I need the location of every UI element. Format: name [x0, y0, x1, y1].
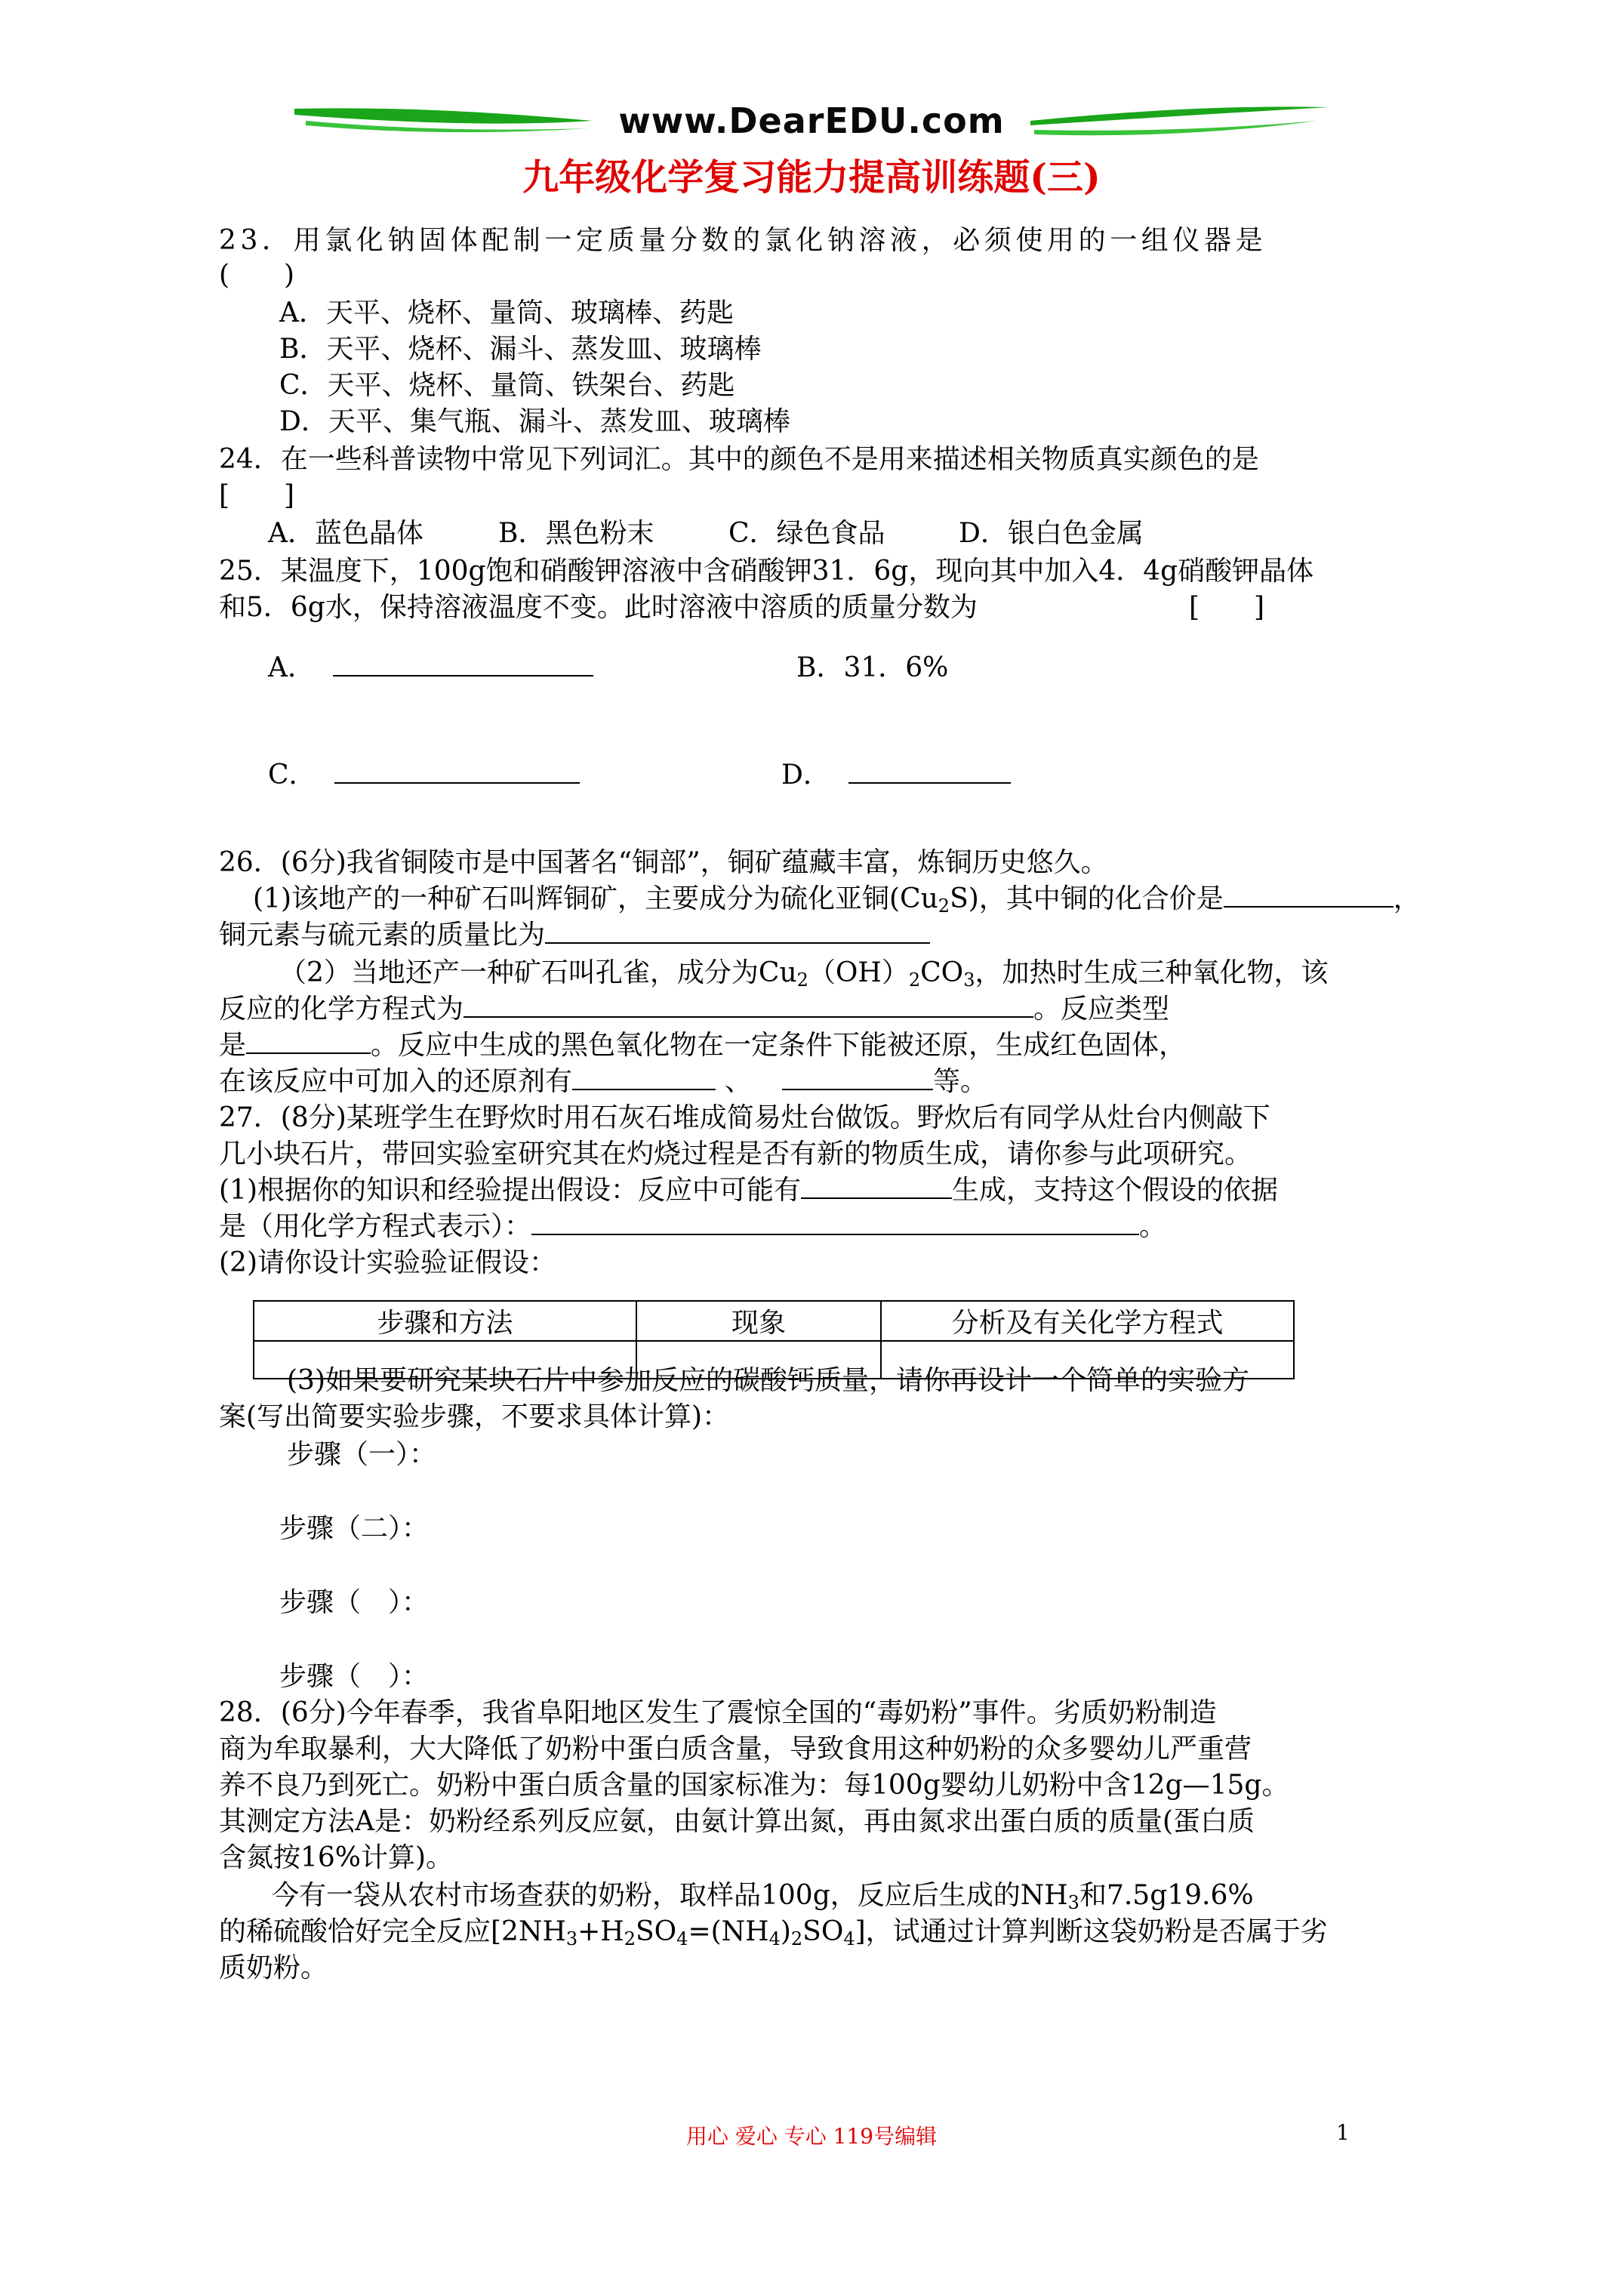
q26-p2-text-i: 在该反应中可加入的还原剂有	[219, 1066, 573, 1097]
q24-option-b: B．黑色粉末	[498, 518, 654, 549]
table-header-phenomenon: 现象	[636, 1301, 881, 1341]
q26-p2-text-e: 反应的化学方程式为	[219, 994, 464, 1025]
q28-line-8: 质奶粉。	[219, 1952, 328, 1983]
q26-p2-text-b: （OH）	[808, 957, 909, 988]
hypothesis-blank[interactable]	[801, 1175, 952, 1199]
q28-l7-g: ]，试通过计算判断这袋奶粉是否属于劣	[855, 1916, 1328, 1947]
q25-line2: 和5．6g水，保持溶液温度不变。此时溶液中溶质的质量分数为	[219, 592, 978, 623]
q27-part3-line1: (3)如果要研究某块石片中参加反应的碳酸钙质量，请你再设计一个简单的实验方	[287, 1365, 1249, 1396]
q28-l7-s3: 4	[676, 1928, 688, 1949]
q26-p1-text: (1)该地产的一种矿石叫辉铜矿，主要成分为硫化亚铜(Cu	[253, 883, 938, 914]
q28-l7-d: =(NH	[688, 1916, 769, 1947]
q28-line-7	[219, 1915, 1328, 1956]
q23-option-d: D．天平、集气瓶、漏斗、蒸发皿、玻璃棒	[279, 406, 790, 437]
q23-option-b: B．天平、烧杯、漏斗、蒸发皿、玻璃棒	[279, 334, 762, 365]
q28-line-4: 其测定方法A是：奶粉经系列反应氨，由氨计算出氮，再由氮求出蛋白质的质量(蛋白质	[219, 1806, 1255, 1837]
q27-step-2: 步骤（二）：	[279, 1513, 430, 1544]
q26-type-line	[219, 1028, 1186, 1063]
q25-option-c-fraction-blank	[334, 760, 580, 784]
q27-step-3: 步骤（ ）：	[279, 1587, 430, 1618]
q28-l7-b: +H	[577, 1916, 624, 1947]
q28-l7-e: )	[780, 1916, 791, 1947]
q23-stem: 23．用氯化钠固体配制一定质量分数的氯化钠溶液，必须使用的一组仪器是	[219, 225, 1267, 256]
q27-part1-basis	[219, 1210, 1166, 1244]
q25-option-d-label: D．	[781, 760, 830, 791]
q25-option-a-label: A．	[268, 652, 315, 683]
q25-option-d-fraction-blank	[848, 760, 1011, 784]
q23-option-a: A．天平、烧杯、量筒、玻璃棒、药匙	[279, 297, 734, 328]
table-header-steps: 步骤和方法	[254, 1301, 636, 1341]
q26-part1	[253, 882, 1421, 923]
q28-l7-s4: 4	[768, 1928, 781, 1949]
q28-l6-text-b: 和7.5g19.6%	[1079, 1880, 1254, 1911]
q28-l6-sub: 3	[1067, 1892, 1079, 1913]
q27-part2: (2)请你设计实验验证假设：	[219, 1247, 556, 1278]
q23-bracket: ( )	[219, 260, 295, 291]
q26-p2-text-g: 是	[219, 1030, 247, 1061]
q26-p2-text-h: 。反应中生成的黑色氧化物在一定条件下能被还原，生成红色固体，	[371, 1030, 1187, 1061]
header-banner	[291, 98, 1332, 143]
q26-p2-sub3: 3	[963, 969, 975, 991]
q26-p2-sub2: 2	[908, 969, 921, 991]
q26-p2-text-k: 等。	[933, 1066, 988, 1097]
q26-p2-text-j: 、	[725, 1066, 753, 1097]
q27-step-1: 步骤（一）：	[287, 1439, 437, 1470]
q28-l7-c: SO	[635, 1916, 677, 1947]
valence-blank[interactable]	[1224, 883, 1394, 908]
q27-p1-text-a: (1)根据你的知识和经验提出假设：反应中可能有	[219, 1175, 801, 1206]
q25-option-c	[268, 758, 580, 793]
q28-line-1: 28．(6分)今年春季，我省阜阳地区发生了震惊全国的“毒奶粉”事件。劣质奶粉制造	[219, 1697, 1217, 1728]
q27-stem-2: 几小块石片，带回实验室研究其在灼烧过程是否有新的物质生成，请你参与此项研究。	[219, 1139, 1252, 1170]
q26-p1-subscript: 2	[938, 895, 950, 917]
q25-option-d	[781, 758, 1011, 793]
q25-option-c-label: C．	[268, 760, 316, 791]
q26-p1-ratio-text: 铜元素与硫元素的质量比为	[219, 920, 546, 951]
q26-equation-line	[219, 992, 1169, 1027]
q26-stem: 26．(6分)我省铜陵市是中国著名“铜部”，铜矿蕴藏丰富，炼铜历史悠久。	[219, 847, 1108, 878]
q25-bracket: [ ]	[1189, 592, 1265, 623]
q28-l7-a: 的稀硫酸恰好完全反应[2NH	[219, 1916, 566, 1947]
q26-p1-comma: ，	[1393, 883, 1421, 914]
q24-stem: 24．在一些科普读物中常见下列词汇。其中的颜色不是用来描述相关物质真实颜色的是	[219, 444, 1259, 475]
q28-line-6	[272, 1878, 1254, 1920]
q28-line-2: 商为牟取暴利，大大降低了奶粉中蛋白质含量，导致食用这种奶粉的众多婴幼儿严重营	[219, 1734, 1252, 1764]
q28-l7-s2: 2	[624, 1928, 636, 1949]
page-title: 九年级化学复习能力提高训练题(三)	[522, 156, 1101, 199]
q26-p1-text-b: S)，其中铜的化合价是	[950, 883, 1224, 914]
q26-part1-ratio	[219, 918, 930, 953]
q24-option-a: A．蓝色晶体	[268, 518, 423, 549]
q25-option-a-fraction-blank	[333, 652, 593, 676]
page-number: 1	[1336, 2120, 1350, 2145]
q27-part3-line2: 案(写出简要实验步骤，不要求具体计算)：	[219, 1401, 730, 1432]
q23-option-c: C．天平、烧杯、量筒、铁架台、药匙	[279, 370, 735, 401]
q27-stem-1: 27．(8分)某班学生在野炊时用石灰石堆成简易灶台做饭。野炊后有同学从灶台内侧敲下	[219, 1102, 1270, 1133]
q26-p2-text-a: （2）当地还产一种矿石叫孔雀，成分为Cu	[279, 957, 797, 988]
table-header-row	[254, 1301, 1294, 1341]
q26-part2	[279, 956, 1328, 997]
q28-l7-f: SO	[802, 1916, 844, 1947]
equation-blank[interactable]	[463, 994, 1033, 1018]
basis-equation-blank[interactable]	[531, 1211, 1139, 1235]
q28-l7-s1: 3	[565, 1928, 578, 1949]
q27-part1	[219, 1173, 1278, 1208]
q26-p2-text-c: CO	[920, 957, 964, 988]
q28-l7-s6: 4	[843, 1928, 855, 1949]
site-url: www.DearEDU.com	[618, 100, 1005, 141]
q27-step-4: 步骤（ ）：	[279, 1661, 430, 1692]
reductant-blank-2[interactable]	[782, 1066, 933, 1090]
q24-option-d: D．银白色金属	[959, 518, 1144, 549]
q26-reductant-line	[219, 1065, 987, 1099]
q25-option-b: B．31．6%	[796, 652, 949, 683]
q27-p1-text-b: 生成，支持这个假设的依据	[952, 1175, 1279, 1206]
q25-line1: 25．某温度下，100g饱和硝酸钾溶液中含硝酸钾31．6g，现向其中加入4．4g硝酸钾晶体	[219, 556, 1314, 587]
footer-text: 用心 爱心 专心 119号编辑	[685, 2124, 938, 2149]
q27-p1-text-d: 。	[1139, 1211, 1167, 1242]
q28-l6-text-a: 今有一袋从农村市场查获的奶粉，取样品100g，反应后生成的NH	[272, 1880, 1068, 1911]
table-header-analysis: 分析及有关化学方程式	[881, 1301, 1294, 1341]
q26-p2-sub1: 2	[796, 969, 808, 991]
q28-l7-s5: 2	[790, 1928, 803, 1949]
reaction-type-blank[interactable]	[246, 1030, 371, 1054]
q24-bracket: [ ]	[219, 480, 295, 511]
q28-line-3: 养不良乃到死亡。奶粉中蛋白质含量的国家标准为：每100g婴幼儿奶粉中含12g—15g。	[219, 1770, 1289, 1801]
q24-option-c: C．绿色食品	[728, 518, 885, 549]
q26-p2-text-f: 。反应类型	[1033, 994, 1170, 1025]
q25-option-a	[268, 651, 593, 686]
q27-p1-text-c: 是（用化学方程式表示）：	[219, 1211, 532, 1242]
reductant-blank-1[interactable]	[572, 1066, 716, 1090]
mass-ratio-blank[interactable]	[545, 920, 930, 944]
q26-p2-text-d: ，加热时生成三种氧化物，该	[975, 957, 1329, 988]
q28-line-5: 含氮按16%计算)。	[219, 1842, 454, 1873]
